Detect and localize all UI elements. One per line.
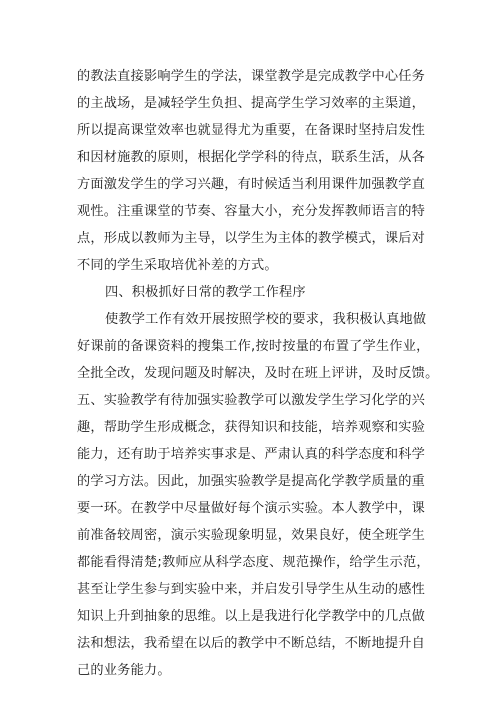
text-line: 前准备较周密，演示实验现象明显，效果良好，使全班学生 <box>77 528 426 543</box>
text-line: 不同的学生采取培优补差的方式。 <box>77 258 278 273</box>
text-line: 的学习方法。因此，加强实验教学是提高化学教学质量的重 <box>77 474 426 489</box>
paragraph-daily-routine <box>77 306 439 387</box>
text-line: 要一环。在教学中尽量做好每个演示实验。本人教学中，课 <box>77 501 426 516</box>
paragraph-teaching-method <box>77 63 426 279</box>
text-line: 知识上升到抽象的思维。以上是我进行化学教学中的几点做 <box>77 609 426 624</box>
text-line: 和因材施教的原则，根据化学学科的待点，联系生活，从各 <box>77 150 426 165</box>
text-line: 点，形成以教师为主导，以学生为主体的教学模式，课后对 <box>77 231 426 246</box>
section-heading-four: 四、积极抓好日常的教学工作程序 <box>105 285 306 300</box>
text-line: 的教法直接影响学生的学法，课堂教学是完成教学中心任务 <box>77 69 426 84</box>
document-body <box>77 63 439 684</box>
text-line: 甚至让学生参与到实验中来，并启发引导学生从生动的感性 <box>77 582 426 597</box>
paragraph-experiment-teaching <box>77 387 430 684</box>
text-line: 趣，帮助学生形成概念，获得知识和技能，培养观察和实验 <box>77 420 426 435</box>
text-line: 法和想法，我希望在以后的教学中不断总结，不断地提升自 <box>77 636 426 651</box>
text-line: 的主战场，是减轻学生负担、提高学生学习效率的主渠道， <box>77 96 426 111</box>
text-line: 己的业务能力。 <box>77 663 171 678</box>
text-line: 方面激发学生的学习兴趣，有时候适当利用课件加强教学直 <box>77 177 426 192</box>
text-line: 所以提高课堂效率也就显得尤为重要，在备课时坚持启发性 <box>77 123 426 138</box>
text-line: 全批全改，发现问题及时解决，及时在班上评讲，及时反馈。 <box>77 366 439 381</box>
text-line: 都能看得清楚;教师应从科学态度、规范操作，给学生示范， <box>77 555 430 570</box>
text-line: 观性。注重课堂的节奏、容量大小，充分发挥教师语言的特 <box>77 204 426 219</box>
text-line: 使教学工作有效开展按照学校的要求，我积极认真地做 <box>105 312 427 327</box>
text-line: 能力，还有助于培养实事求是、严肃认真的科学态度和科学 <box>77 447 426 462</box>
text-line: 五、实验教学有待加强实验教学可以激发学生学习化学的兴 <box>77 393 426 408</box>
text-line: 好课前的备课资料的搜集工作,按时按量的布置了学生作业， <box>77 339 430 354</box>
